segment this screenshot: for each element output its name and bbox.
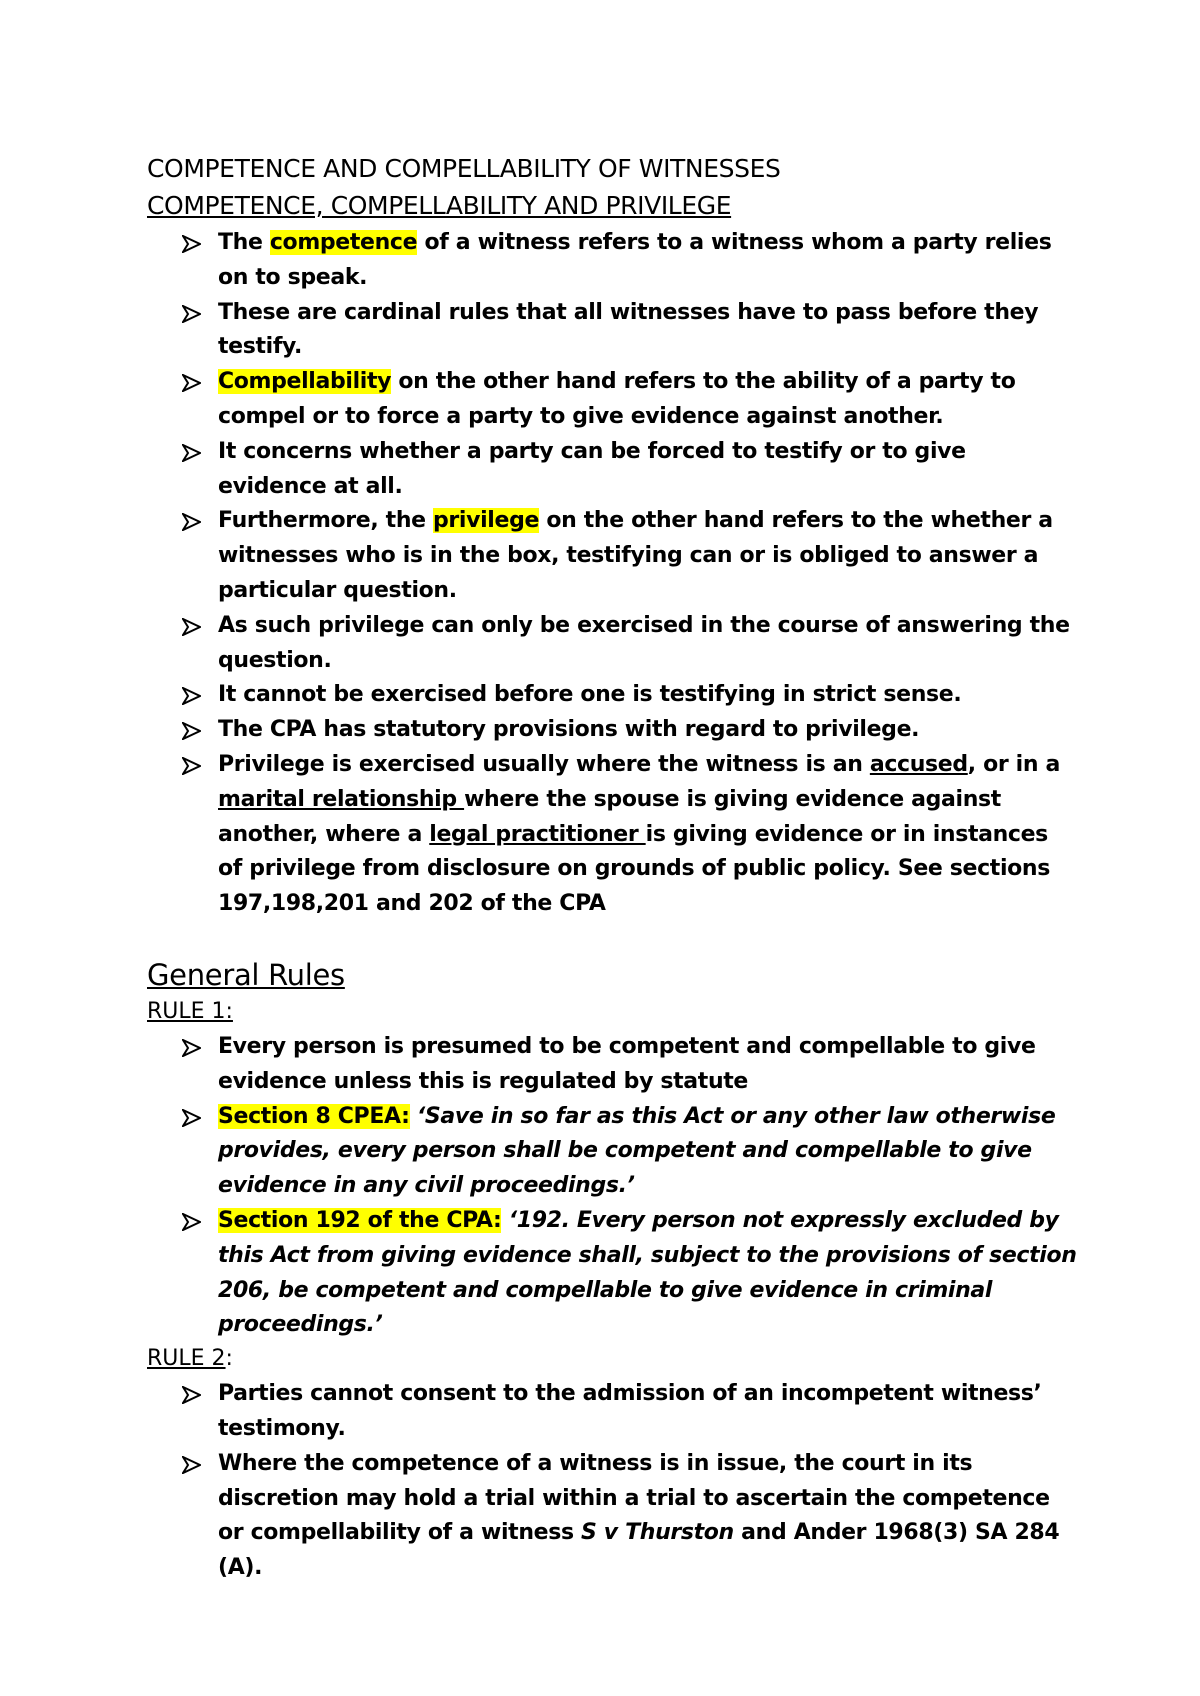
- list-item: [218, 678, 1077, 713]
- highlighted-term: Section 8 CPEA:: [218, 1103, 410, 1129]
- text-run: These are cardinal rules that all witnesses have to pass before they testify.: [218, 299, 1039, 360]
- list-item: [218, 1447, 1077, 1586]
- text-run: It cannot be exercised before one is testifying in strict sense.: [218, 682, 962, 708]
- list-item: [218, 435, 1077, 505]
- arrow-bullet-icon: [182, 618, 201, 636]
- list-item: [218, 609, 1077, 679]
- statute-quote: ‘192. Every person not expressly excluded by this Act from giving evidence shall, subject to the provisions of section 206, be competent and compellable to give evidence in criminal proceedings.’: [218, 1207, 1077, 1338]
- arrow-bullet-icon: [182, 1386, 201, 1404]
- arrow-bullet-icon: [182, 513, 201, 531]
- arrow-bullet-icon: [182, 1109, 201, 1127]
- text-run: Where the competence of a witness is in issue, the court in its discretion may hold a trial within a trial to ascertain the competence or compellability of a witness: [218, 1450, 1050, 1546]
- case-name: S v Thurston: [581, 1520, 734, 1546]
- text-run: , or in a: [967, 751, 1060, 777]
- text-run: is giving evidence or in instances of privilege from disclosure on grounds of public policy. See sections 197,198,201 and 202 of the CPA: [218, 821, 1050, 917]
- list-item: [218, 1377, 1077, 1447]
- highlighted-term: Compellability: [218, 369, 392, 395]
- arrow-bullet-icon: [182, 374, 201, 392]
- rule-2-label: [147, 1343, 1077, 1375]
- rule-1-bullet-list: [147, 1030, 1077, 1343]
- list-item: [218, 748, 1077, 922]
- text-run: Parties cannot consent to the admission of an incompetent witness’ testimony.: [218, 1381, 1042, 1441]
- highlighted-term: privilege: [433, 508, 540, 534]
- text-run: on the other hand refers to the whether a witnesses who is in the box, testifying can or is obliged to answer a particular question.: [218, 508, 1053, 603]
- text-run: on the other hand refers to the ability of a party to compel or to force a party to give evidence against another.: [218, 369, 1016, 429]
- list-item: [218, 365, 1077, 435]
- rule-2-bullet-list: [147, 1377, 1077, 1586]
- spacer: [147, 922, 1077, 954]
- document-page: [147, 150, 1077, 1586]
- rule-2-label-colon: :: [225, 1346, 233, 1372]
- list-item: [218, 1204, 1077, 1343]
- underlined-term: accused: [869, 751, 968, 777]
- arrow-bullet-icon: [182, 687, 201, 705]
- underlined-term: legal practitioner: [429, 821, 646, 847]
- rule-2-label-text: RULE 2: [147, 1346, 226, 1372]
- arrow-bullet-icon: [182, 235, 201, 253]
- arrow-bullet-icon: [182, 1456, 201, 1474]
- section-title-general-rules: General Rules: [147, 957, 345, 992]
- arrow-bullet-icon: [182, 722, 201, 740]
- arrow-bullet-icon: [182, 305, 201, 323]
- text-run: Furthermore, the: [218, 508, 434, 534]
- text-run: The: [218, 230, 270, 255]
- text-run: As such privilege can only be exercised in the course of answering the question.: [218, 612, 1070, 673]
- intro-bullet-list: [147, 226, 1077, 922]
- text-run: and Ander 1968(3) SA 284 (A).: [218, 1520, 1060, 1581]
- text-run: The CPA has statutory provisions with regard to privilege.: [218, 717, 920, 743]
- text-run: where the spouse is giving evidence against another, where a: [218, 786, 1001, 847]
- arrow-bullet-icon: [182, 757, 201, 775]
- title-line-1: COMPETENCE AND COMPELLABILITY OF WITNESSES: [147, 154, 781, 183]
- title-line-2: [147, 187, 1077, 224]
- text-run: Privilege is exercised usually where the witness is an: [218, 751, 870, 777]
- statute-quote: ‘Save in so far as this Act or any other law otherwise provides, every person shall be competent and compellable to give evidence in any civil proceedings.’: [218, 1103, 1056, 1199]
- title-line-2-text: COMPETENCE, COMPELLABILITY AND PRIVILEGE: [147, 191, 732, 220]
- arrow-bullet-icon: [182, 1039, 201, 1057]
- highlighted-term: competence: [269, 230, 418, 255]
- list-item: [218, 1100, 1077, 1204]
- underlined-term: marital relationship: [218, 786, 465, 812]
- arrow-bullet-icon: [182, 1213, 201, 1231]
- list-item: [218, 504, 1077, 608]
- list-item: [218, 1030, 1077, 1100]
- arrow-bullet-icon: [182, 444, 201, 462]
- rule-1-label-text: RULE 1:: [147, 998, 233, 1024]
- highlighted-term: Section 192 of the CPA:: [218, 1207, 502, 1233]
- list-item: [218, 296, 1077, 366]
- text-run: Every person is presumed to be competent and compellable to give evidence unless this is regulated by statute: [218, 1033, 1036, 1094]
- text-run: It concerns whether a party can be forced to testify or to give evidence at all.: [218, 438, 966, 499]
- text-run: of a witness refers to a witness whom a party relies on to speak.: [218, 230, 1052, 290]
- rule-1-label: [147, 996, 1077, 1028]
- list-item: [218, 226, 1077, 296]
- list-item: [218, 713, 1077, 748]
